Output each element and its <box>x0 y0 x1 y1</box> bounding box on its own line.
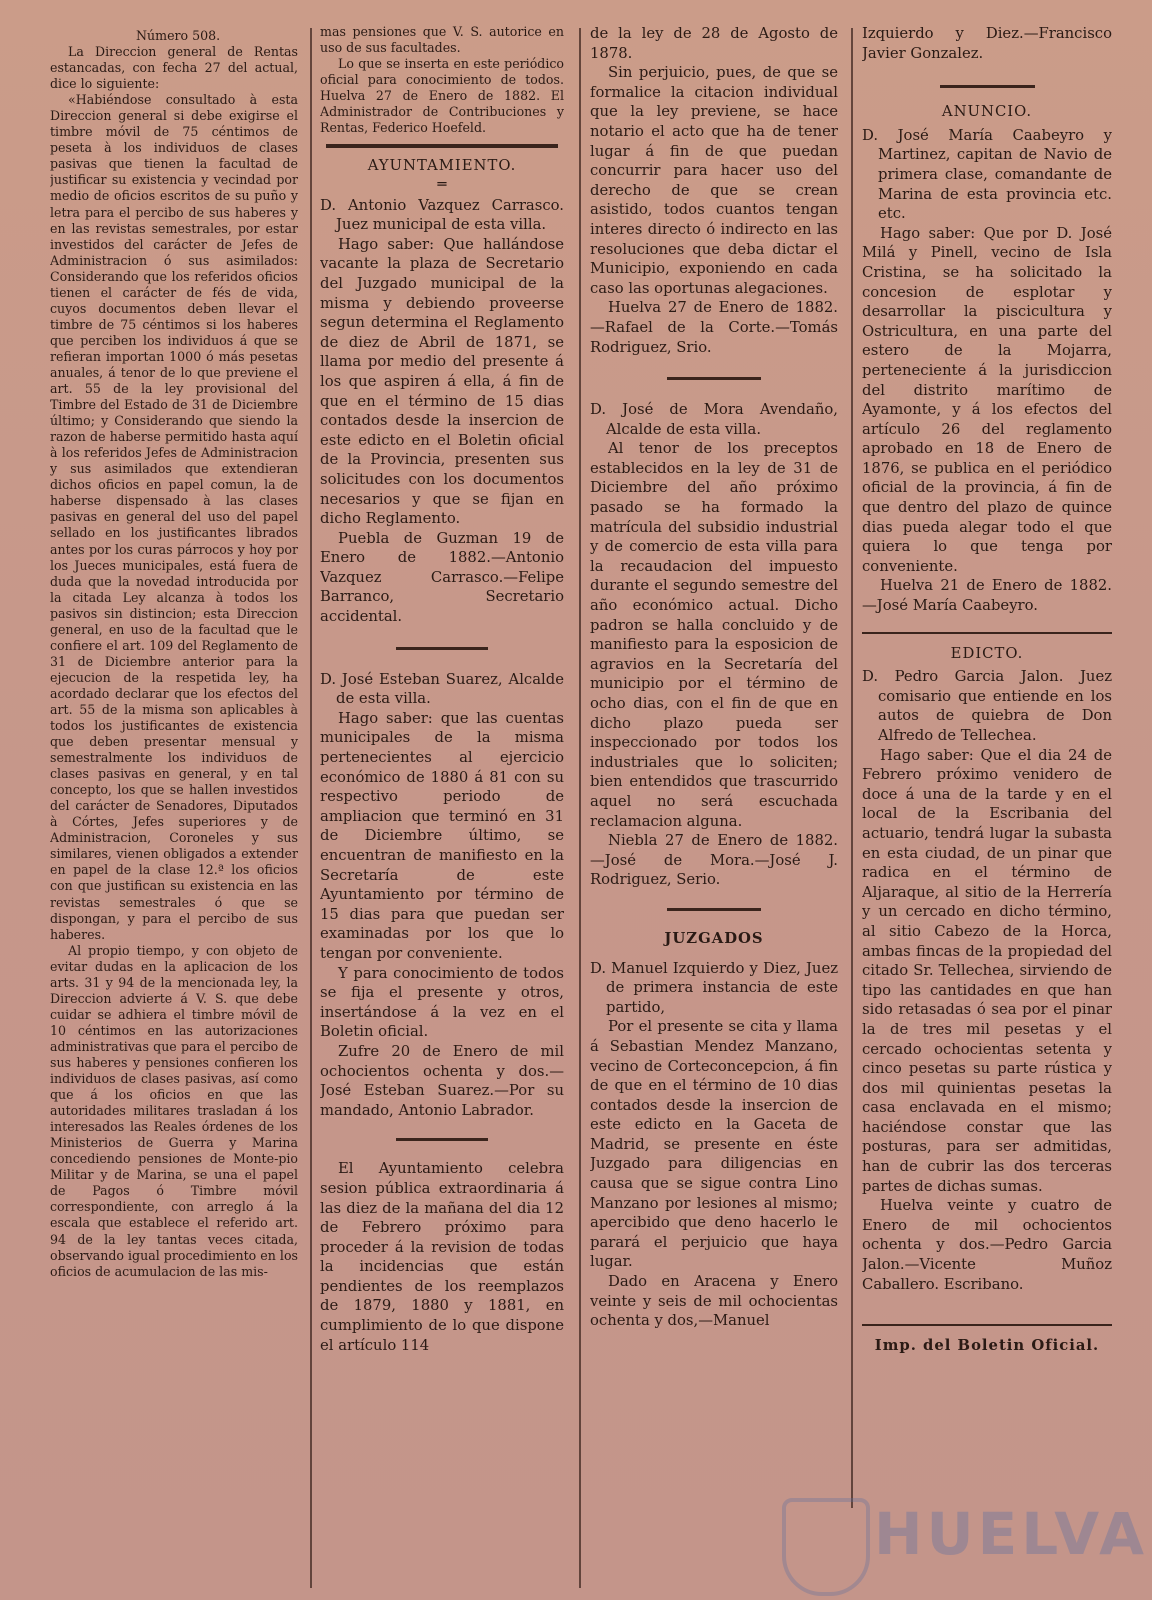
circular-signature: Lo que se inserta en este periódico oficial para conocimiento de todos. Huelva 27 de Enero de 1882. El Administrador de Contribuciones y Rentas, Federico Hoefeld. <box>320 56 564 135</box>
separator-rule <box>667 377 761 380</box>
edict-body: Y para conocimiento de todos se fija el presente y otros, insertándose á la vez en el Boletin oficial. <box>320 964 564 1041</box>
column-divider <box>579 28 581 1588</box>
section-heading-anuncio: ANUNCIO. <box>941 103 1033 121</box>
edict-body: Hago saber: que las cuentas municipales de la misma pertenecientes al ejercicio económico de 1880 á 81 con su respectivo periodo de ampliacion que terminó en 31 de Diciembre último, se encuentran de manifiesto en la Secretaría de este Ayuntamiento por término de 15 dias para que puedan ser examinadas por los que lo tengan por conveniente. <box>320 709 564 962</box>
notice-signature: Huelva 21 de Enero de 1882.—José María Caabeyro. <box>862 577 1112 615</box>
heading-ornament: ═ <box>437 175 447 193</box>
column-4 <box>862 24 1112 1360</box>
edict-signature: Zufre 20 de Enero de mil ochocientos ochenta y dos.—José Esteban Suarez.—Por su mandado, Antonio Labrador. <box>320 1042 564 1119</box>
circular-intro: La Direccion general de Rentas estancadas, con fecha 27 del actual, dice lo siguiente: <box>50 44 298 92</box>
edict-body: Sin perjuicio, pues, de que se formalice la citacion individual que la ley previene, se hace notario el acto que ha de tener lugar á fin de que puedan concurrir para hacer uso del derecho de que se crean asistido, todos cuantos tengan interes directo ó indirecto en las resoluciones que deba dictar el Municipio, exponiendo en cada caso las oportunas alegaciones. <box>590 64 838 297</box>
column-2 <box>320 24 564 1355</box>
column-3 <box>590 24 838 1331</box>
edict-signature: Puebla de Guzman 19 de Enero de 1882.—Antonio Vazquez Carrasco.—Felipe Barranco, Secretario accidental. <box>320 529 564 626</box>
edict-heading: D. Antonio Vazquez Carrasco. Juez municipal de esta villa. <box>320 196 564 234</box>
edict-continuation: de la ley de 28 de Agosto de 1878. <box>590 25 838 62</box>
notice-body: Hago saber: Que por D. José Milá y Pinell, vecino de Isla Cristina, se ha solicitado la concesion de esplotar y desarrollar la piscicultura y Ostricultura, en una parte del estero de la Mojarra, perteneciente á la jurisdiccion del distrito marítimo de Ayamonte, y á los efectos del artículo 26 del reglamento aprobado en 18 de Enero de 1876, se publica en el periódico oficial de la provincia, á fin de que dentro del plazo de quince dias pueda alegar todo el que quiera lo que tenga por conveniente. <box>862 224 1112 575</box>
edict-signature: Niebla 27 de Enero de 1882.—José de Mora.—José J. Rodriguez, Serio. <box>590 832 838 889</box>
edict-body: El Ayuntamiento celebra sesion pública extraordinaria á las diez de la mañana del dia 12 de Febrero próximo para proceder á la revision de todas la incidencias que están pendientes de los reemplazos de 1879, 1880 y 1881, en cumplimiento de lo que dispone el artículo 114 <box>320 1160 564 1354</box>
section-rule <box>862 632 1112 634</box>
section-heading-juzgados: JUZGADOS <box>664 929 764 947</box>
notice-heading: D. José María Caabeyro y Martinez, capitan de Navio de primera clase, comandante de Marina de esta provincia etc. etc. <box>862 126 1112 223</box>
circular-body: «Habiéndose consultado à esta Direccion general si debe exigirse el timbre móvil de 75 céntimos de peseta à los individuos de clases pasivas que tienen la facultad de justificar su existencia y vecindad por medio de oficios escritos de su puño y letra para el percibo de sus haberes y en las revistas semestrales, por estar investidos del carácter de Jefes de Administracion ó sus asimilados: Considerando que los referidos oficios tienen el carácter de fés de vida, cuyos documentos deben llevar el timbre de 75 céntimos si los haberes que perciben los individuos á que se refieran importan 1000 ó más pesetas anuales, á tenor de lo que previene el art. 55 de la ley provisional del Timbre del Estado de 31 de Diciembre último; y Considerando que siendo la razon de haberse permitido hasta aquí à los referidos Jefes de Administracion y sus asimilados que extendieran dichos oficios en papel comun, la de haberse dispensado à las clases pasivas en general del uso del papel sellado en los justificantes librados antes por los curas párrocos y hoy por los Jueces municipales, está fuera de duda que la novedad introducida por la citada Ley alcanza à todos los pasivos sin distincion; esta Direccion general, en uso de la facultad que le confiere el art. 109 del Reglamento de 31 de Diciembre anterior para la ejecucion de la respetida ley, ha acordado declarar que los efectos del art. 55 de la misma son aplicables à todos los justificantes de existencia que deben presentar mensual y semestralmente los individuos de clases pasivas en general, y en tal concepto, los que se hallen investidos del carácter de Senadores, Diputados à Córtes, Jefes superiores y de Administracion, Coroneles y sus similares, vienen obligados a extender en papel de la clase 12.ª los oficios con que justifican su existencia en las revistas semestrales ó que se dispongan, y para el percibo de sus haberes. <box>50 92 298 942</box>
separator-rule <box>667 908 761 911</box>
printer-imprint: Imp. del Boletin Oficial. <box>874 1337 1100 1355</box>
separator-rule <box>396 1138 489 1141</box>
edict-body: Hago saber: Que hallándose vacante la plaza de Secretario del Juzgado municipal de la misma y debiendo proveerse segun determina el Reglamento de diez de Abril de 1871, se llama por medio del presente á los que aspiren á ella, á fin de que en el término de 15 dias contados desde la insercion de este edicto en el Boletin oficial de la Provincia, presenten sus solicitudes con los documentos necesarios y que se fijan en dicho Reglamento. <box>320 235 564 528</box>
archive-watermark <box>782 1488 1149 1588</box>
column-1 <box>50 28 298 1280</box>
edict-heading: D. Pedro Garcia Jalon. Juez comisario que entiende en los autos de quiebra de Don Alfredo de Tellechea. <box>862 668 1112 744</box>
edict-continuation: Izquierdo y Diez.—Francisco Javier Gonzalez. <box>862 25 1112 62</box>
section-rule <box>862 1324 1112 1326</box>
section-rule <box>326 144 558 148</box>
section-heading-ayuntamiento: AYUNTAMIENTO. <box>367 157 517 174</box>
edict-signature: Dado en Aracena y Enero veinte y seis de mil ochocientas ochenta y dos,—Manuel <box>590 1273 838 1330</box>
edict-heading: D. José Esteban Suarez, Alcalde de esta villa. <box>320 670 564 708</box>
edict-heading: D. Manuel Izquierdo y Diez, Juez de primera instancia de este partido, <box>590 959 838 1016</box>
coat-of-arms-icon <box>782 1498 870 1596</box>
edict-body: Al tenor de los preceptos establecidos en la ley de 31 de Diciembre del año próximo pasado se ha formado la matrícula del subsidio industrial y de comercio de esta villa para la recaudacion del impuesto durante el segundo semestre del año económico actual. Dicho padron se halla concluido y de manifiesto para la esposicion de agravios en la Secretaría del municipio por el término de ocho dias, con el fin de que en dicho plazo pueda ser inspeccionado por todos los industriales que lo soliciten; bien entendidos que trascurrido aquel no será escuchada reclamacion alguna. <box>590 440 838 830</box>
notice-number: Número 508. <box>136 28 221 43</box>
separator-rule <box>396 647 489 650</box>
circular-body-2: Al propio tiempo, y con objeto de evitar dudas en la aplicacion de los arts. 31 y 94 de la mencionada ley, la Direccion advierte á V. S. que debe cuidar se adhiera el timbre móvil de 10 céntimos en las autorizaciones administrativas que para el percibo de sus haberes y pensiones confieren los individuos de clases pasivas, así como que á los oficios en que las autoridades militares trasladan á los interesados las Reales órdenes de los Ministerios de Guerra y Marina concediendo pensiones de Monte-pio Militar y de Marina, se una el papel de Pagos ó Timbre móvil correspondiente, con arreglo á la escala que establece el referido art. 94 de la ley tantas veces citada, observando igual procedimiento en los oficios de acumulacion de las mis- <box>50 942 298 1279</box>
watermark-text: HUELVA <box>874 1500 1149 1568</box>
edict-signature: Huelva 27 de Enero de 1882.—Rafael de la Corte.—Tomás Rodriguez, Srio. <box>590 299 838 356</box>
column-divider <box>851 28 853 1508</box>
circular-continuation: mas pensiones que V. S. autorice en uso de sus facultades. <box>320 24 564 55</box>
edict-heading: D. José de Mora Avendaño, Alcalde de esta villa. <box>590 401 838 438</box>
section-heading-edicto: EDICTO. <box>950 644 1024 662</box>
edict-signature: Huelva veinte y cuatro de Enero de mil ochocientos ochenta y dos.—Pedro Garcia Jalon.—Vicente Muñoz Caballero. Escribano. <box>862 1197 1112 1293</box>
separator-rule <box>940 85 1035 88</box>
column-divider <box>310 28 312 1588</box>
edict-body: Hago saber: Que el dia 24 de Febrero próximo venidero de doce á una de la tarde y en el local de la Escribania del actuario, tendrá lugar la subasta en esta ciudad, de un pinar que radica en el término de Aljaraque, al sitio de la Herrería y un cercado en dicho término, al sitio Cabezo de la Horca, ambas fincas de la propiedad del citado Sr. Tellechea, sirviendo de tipo las cantidades en que han sido retasadas ó sea por el pinar la de tres mil pesetas y el cercado ochocientas setenta y cinco pesetas su parte rústica y dos mil quinientas pesetas la casa enclavada en el mismo; haciéndose constar que las posturas, para ser admitidas, han de cubrir las dos terceras partes de dichas sumas. <box>862 746 1112 1195</box>
edict-body: Por el presente se cita y llama á Sebastian Mendez Manzano, vecino de Corteconcepcion, á fin de que en el término de 10 dias contados desde la insercion de este edicto en la Gaceta de Madrid, se presente en éste Juzgado para diligencias en causa que se sigue contra Lino Manzano por lesiones al mismo; apercibido que deno hacerlo le parará el perjuicio que haya lugar. <box>590 1018 838 1271</box>
